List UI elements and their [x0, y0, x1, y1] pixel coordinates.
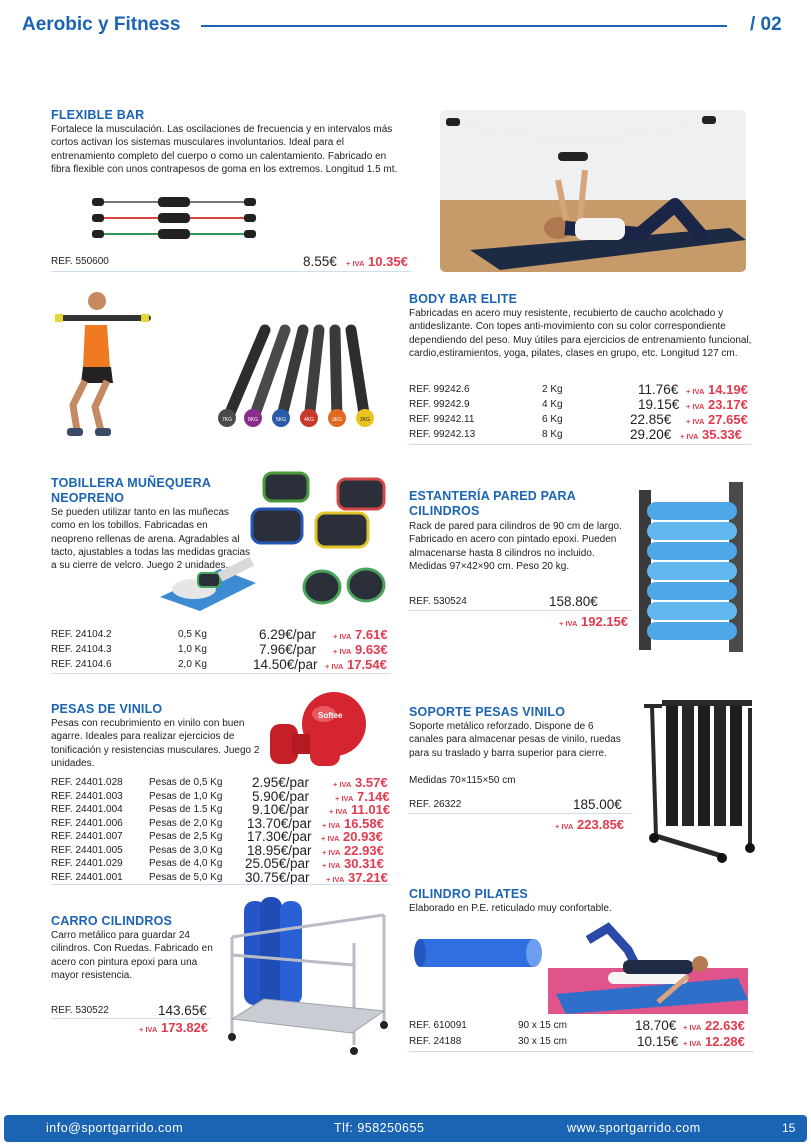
- table-row: REF. 99242.13 8 Kg 29.20€ + IVA 35.33€: [409, 427, 742, 442]
- carro-product-image: [224, 895, 388, 1059]
- footer-web-link[interactable]: www.sportgarrido.com: [567, 1121, 701, 1135]
- cilindro-photo: [548, 920, 748, 1014]
- flexible-bar-price-row: [51, 254, 409, 268]
- table-row: REF. 24401.028 Pesas de 0,5 Kg 2.95€/par + IVA 3.57€: [51, 775, 388, 790]
- body-bar-product-image: [205, 320, 395, 432]
- foam-roller-icon: [414, 939, 542, 967]
- body-bar-description: Fabricadas en acero muy resistente, recubierto de caucho acolchado y antideslizante. Con topes anti-movimiento con su color correspondiente dependiendo del peso. Muy útiles para ejercicios de entrenamiento funcional, cardio,estiramientos, yoga, pilates, clases en grupo, etc. Longitud 127 cm.: [409, 308, 752, 359]
- flexible-bar-icon: [92, 197, 256, 239]
- dumbbell-rack-icon: [644, 700, 755, 863]
- divider: [409, 444, 751, 445]
- page-marker: / 02: [750, 14, 782, 35]
- estanteria-iva-row: + IVA 192.15€: [559, 614, 629, 629]
- tobillera-description: Se pueden utilizar tanto en las muñecas como en los tobillos. Fabricadas en neopreno rellenas de arena. Agradables al tacto, ajustables a todas las medidas gracias a su cierre de velcro. Juego 2 unidades.: [51, 507, 250, 572]
- flexible-bar-product-image: [88, 192, 260, 244]
- cilindro-description: Elaborado en P.E. reticulado muy confortable.: [409, 903, 612, 914]
- table-row: REF. 24401.007 Pesas de 2,5 Kg 17.30€/par + IVA 20.93€: [51, 829, 383, 844]
- tobillera-title-line2: NEOPRENO: [51, 491, 125, 505]
- soporte-title: SOPORTE PESAS VINILO: [409, 705, 566, 719]
- table-row: REF. 24104.6 2,0 Kg 14.50€/par + IVA 17.54€: [51, 657, 387, 672]
- table-row: REF. 24401.003 Pesas de 1,0 Kg 5.90€/par + IVA 7.14€: [51, 788, 390, 804]
- body-bars-icon: [218, 330, 374, 427]
- bar-label: 5KG: [275, 417, 287, 423]
- pesas-price-table: [51, 775, 391, 885]
- header-rule: [201, 25, 727, 27]
- divider: [409, 813, 631, 814]
- carro-title: CARRO CILINDROS: [51, 914, 173, 928]
- bar-label: 8KG: [247, 417, 259, 423]
- carro-description: Carro metálico para guardar 24 cilindros. Con Ruedas. Fabricado en acero con pintura epoxi para una mayor resistencia.: [51, 930, 213, 981]
- bar-label: 7KG: [221, 417, 233, 423]
- soporte-measures: Medidas 70×115×50 cm: [409, 775, 516, 786]
- pesas-title: PESAS DE VINILO: [51, 702, 163, 716]
- table-row: REF. 24104.2 0,5 Kg 6.29€/par + IVA 7.61€: [51, 627, 388, 642]
- carro-iva-row: + IVA 173.82€: [139, 1020, 209, 1035]
- divider: [51, 884, 391, 885]
- soporte-description: Soporte metálico reforzado. Dispone de 6 canales para almacenar pesas de vinilo, ruedas para su traslado y barra superior para cierre.: [409, 721, 621, 759]
- soporte-iva-row: + IVA 223.85€: [555, 817, 625, 832]
- tobillera-title-line1: TOBILLERA MUÑEQUERA: [51, 476, 212, 490]
- cilindro-title: CILINDRO PILATES: [409, 887, 528, 901]
- table-row: REF. 24188 30 x 15 cm 10.15€ + IVA 12.28€: [409, 1034, 745, 1049]
- estanteria-title-line1: ESTANTERÍA PARED PARA: [409, 489, 576, 503]
- page-header: [0, 0, 811, 50]
- section-title: Aerobic y Fitness: [22, 14, 181, 35]
- flexible-bar-description: Fortalece la musculación. Las oscilaciones de frecuencia y en intervalos más cortos activan los sistemas musculares involuntarios. Ideal para el entrenamiento completo del cuerpo o como un calentamiento. Fabricado en fibra flexible con unos contrapesos de goma en los extremos. Longitud 1.5 mt.: [51, 124, 398, 175]
- table-row: REF. 24104.3 1,0 Kg 7.96€/par + IVA 9.63€: [51, 642, 388, 657]
- divider: [51, 1018, 211, 1019]
- table-row: REF. 24401.001 Pesas de 5,0 Kg 30.75€/par + IVA 37.21€: [51, 869, 388, 885]
- tobillera-price-table: [51, 627, 391, 673]
- wall-rack-icon: [639, 482, 743, 652]
- divider: [409, 1051, 754, 1052]
- table-row: REF. 610091 90 x 15 cm 18.70€ + IVA 22.63€: [409, 1018, 745, 1033]
- table-row: REF. 99242.6 2 Kg 11.76€ + IVA 14.19€: [409, 382, 748, 397]
- footer-bar: [4, 1115, 807, 1142]
- bar-label: 3KG: [331, 417, 343, 423]
- divider: [51, 271, 411, 272]
- flexible-bar-iva-price: + IVA 10.35€: [346, 254, 408, 269]
- bar-label: 4KG: [303, 417, 315, 423]
- estanteria-price-row: REF. 530524 158.80€: [409, 594, 598, 609]
- page-number: 15: [782, 1121, 796, 1135]
- bar-label: 2KG: [359, 417, 371, 423]
- cilindro-price-table: [409, 1018, 754, 1050]
- flexible-bar-ref: REF. 550600: [51, 256, 109, 267]
- table-row: REF. 99242.9 4 Kg 19.15€ + IVA 23.17€: [409, 397, 748, 412]
- table-row: REF. 24401.006 Pesas de 2,0 Kg 13.70€/par + IVA 16.58€: [51, 815, 384, 831]
- brand-label: Softee: [318, 711, 343, 720]
- estanteria-description: Rack de pared para cilindros de 90 cm de largo. Fabricado en acero con pintado epoxi. Pueden almacenarse hasta 8 cilindros no incluido. Medidas 97×42×90 cm. Peso 20 kg.: [409, 521, 622, 572]
- table-row: REF. 99242.11 6 Kg 22.85€ + IVA 27.65€: [409, 412, 748, 427]
- flexible-bar-price: 8.55€: [303, 254, 337, 269]
- divider: [409, 610, 631, 611]
- footer-phone-link[interactable]: Tlf: 958250655: [334, 1121, 425, 1135]
- table-row: REF. 24401.005 Pesas de 3,0 Kg 18.95€/par + IVA 22.93€: [51, 842, 384, 858]
- tobillera-product-image: [160, 465, 400, 615]
- soporte-product-image: [632, 696, 758, 864]
- table-row: REF. 24401.029 Pesas de 4,0 Kg 25.05€/par + IVA 30.31€: [51, 856, 384, 871]
- body-bar-athlete-photo: [55, 285, 155, 445]
- footer-email-link[interactable]: info@sportgarrido.com: [46, 1121, 184, 1135]
- cilindro-product-image: [412, 935, 544, 971]
- divider: [51, 673, 391, 674]
- pesas-product-image: [268, 688, 388, 776]
- flexible-bar-photo: [440, 110, 746, 272]
- soporte-price-row: REF. 26322 185.00€: [409, 797, 622, 812]
- body-bar-price-table: [409, 382, 749, 446]
- estanteria-title-line2: CILINDROS: [409, 504, 480, 518]
- table-row: REF. 24401.004 Pesas de 1.5 Kg 9.10€/par + IVA 11.01€: [51, 802, 391, 817]
- estanteria-product-image: [637, 480, 749, 658]
- body-bar-title: BODY BAR ELITE: [409, 292, 518, 306]
- carro-price-row: REF. 530522 143.65€: [51, 1003, 207, 1018]
- ankle-weights-icon: [160, 473, 384, 611]
- dumbbell-icon: [270, 692, 366, 766]
- pesas-description: Pesas con recubrimiento en vinilo con buen agarre. Ideales para realizar ejercicios de tonificación y resistencias musculares. Juego 2 unidades.: [51, 718, 260, 769]
- roller-cart-icon: [228, 897, 388, 1055]
- flexible-bar-title: FLEXIBLE BAR: [51, 108, 145, 122]
